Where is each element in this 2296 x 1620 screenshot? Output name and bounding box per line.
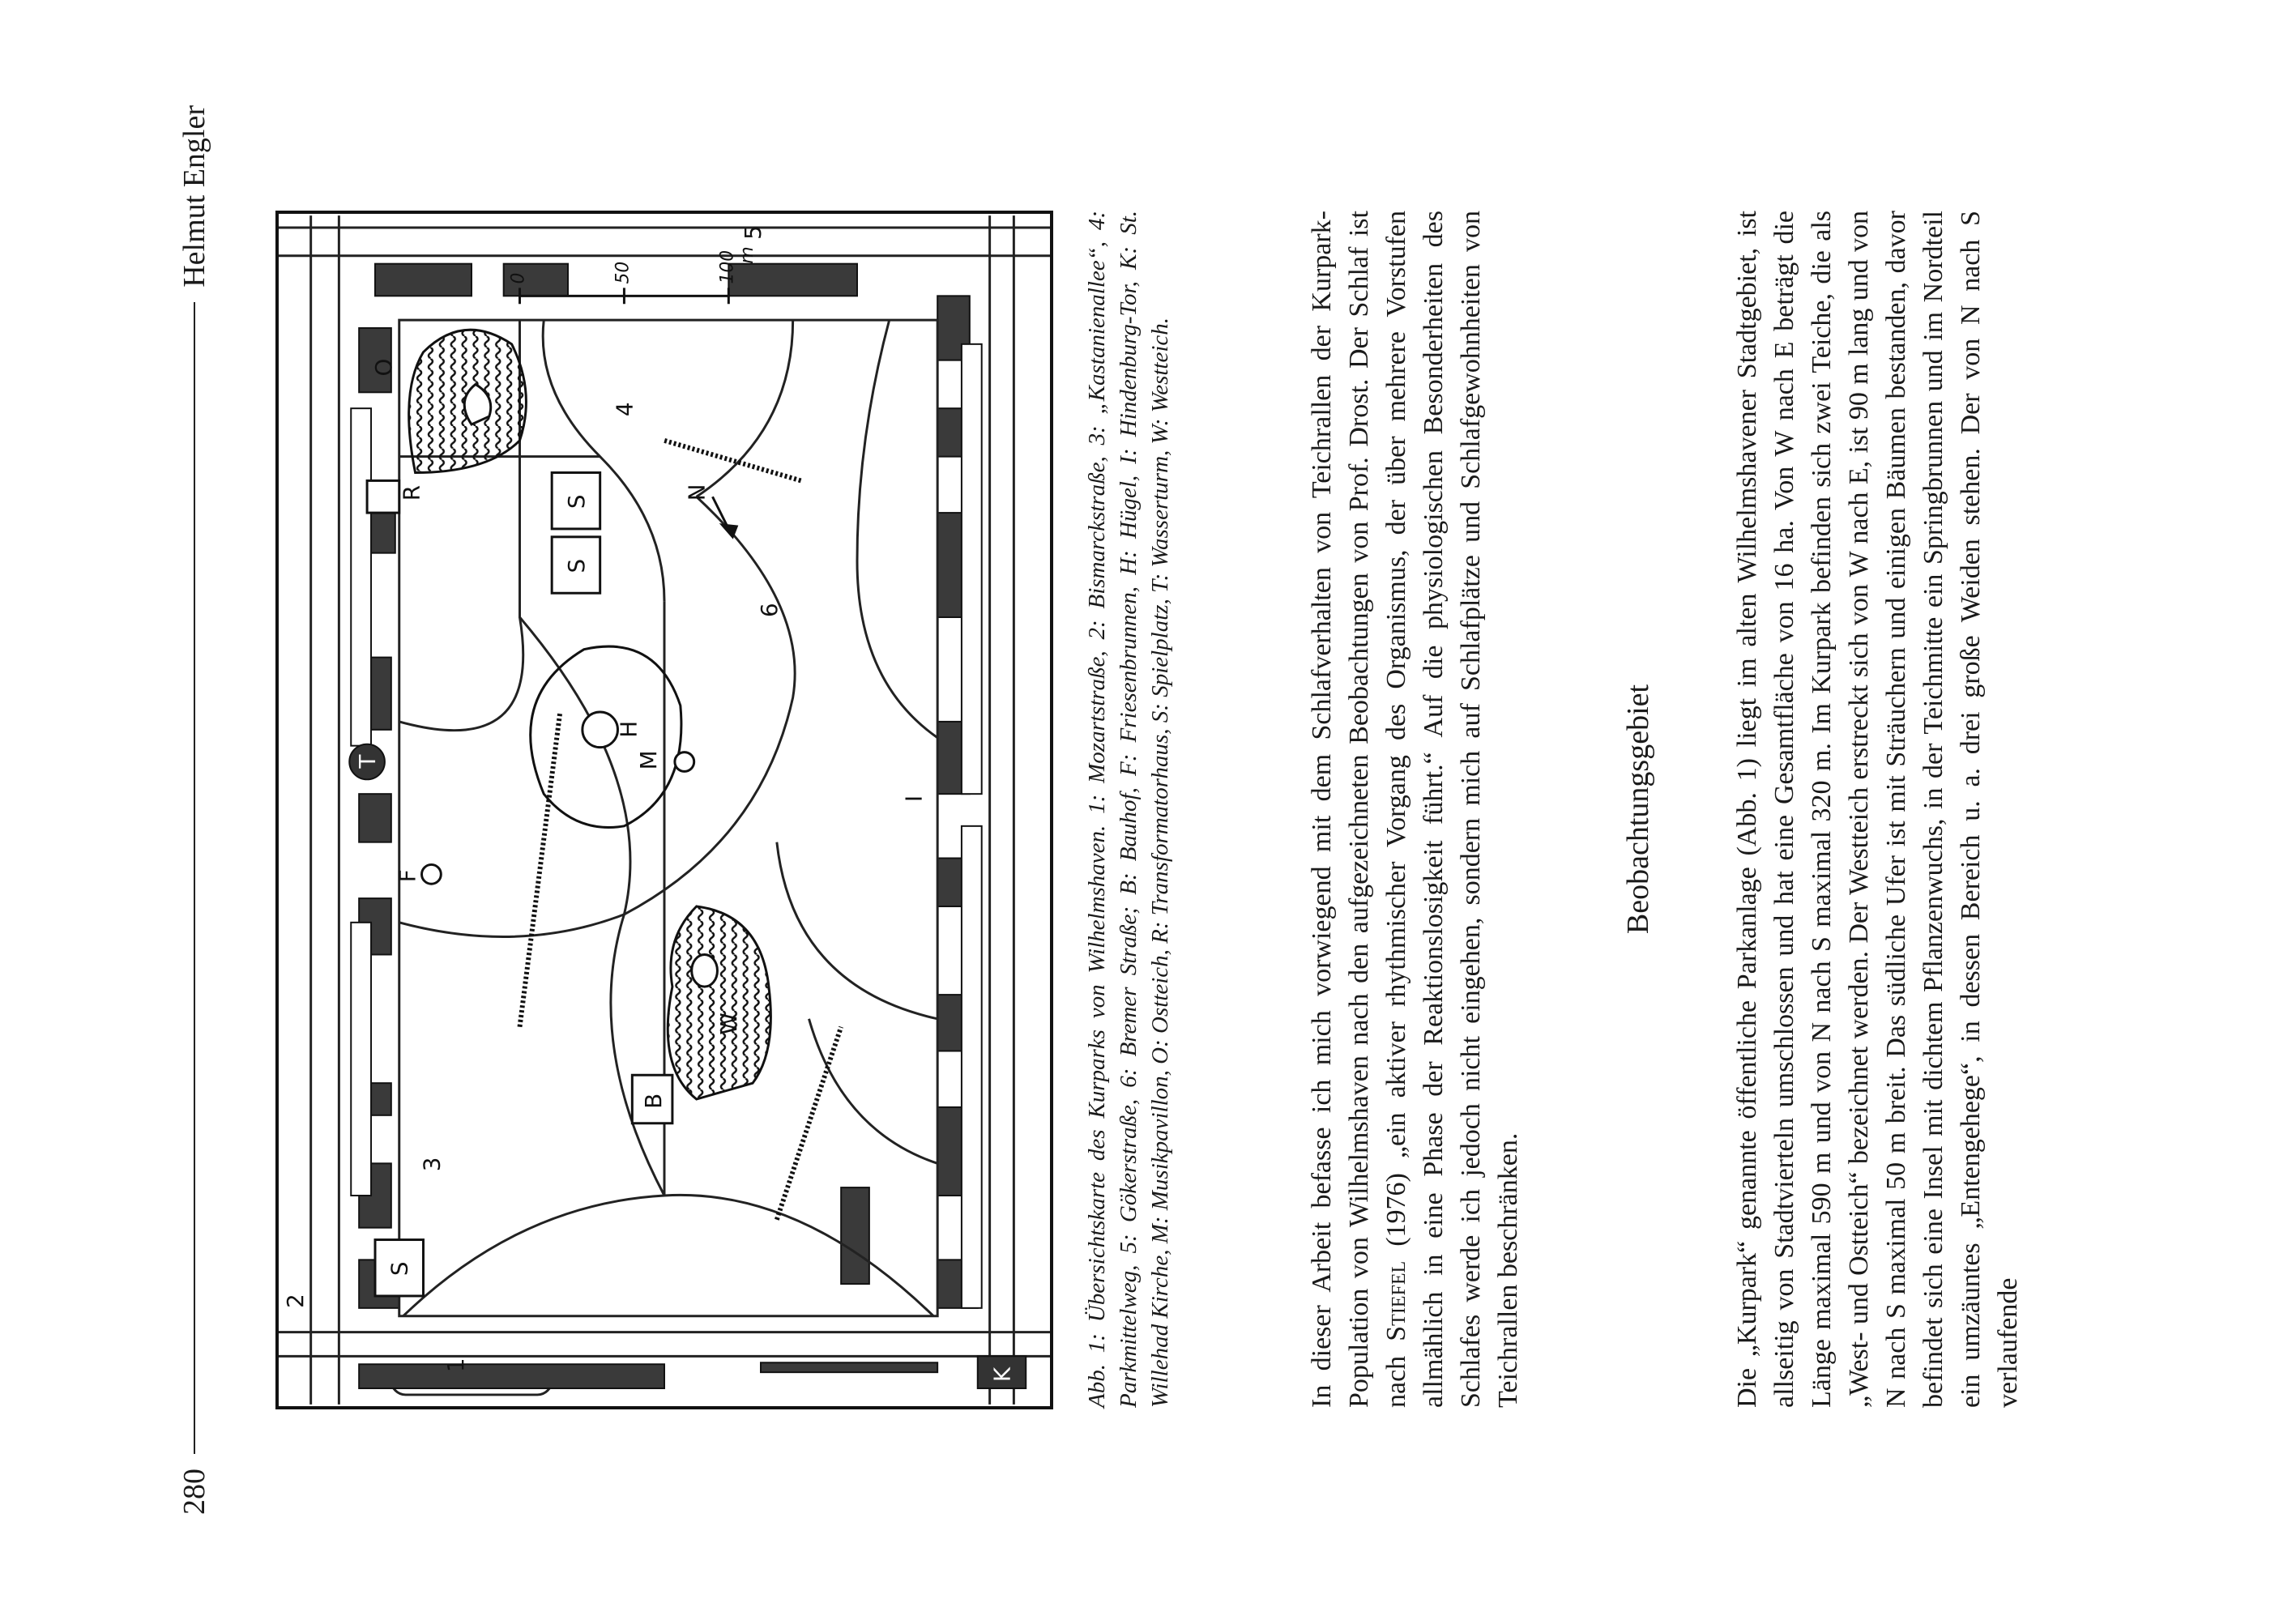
transformatorhaus <box>367 480 399 513</box>
header-rule <box>194 302 195 1454</box>
label-T: T <box>354 754 381 769</box>
running-header <box>170 105 219 1515</box>
westteich-pond <box>668 906 770 1099</box>
label-S-east-b: S <box>562 494 590 509</box>
park-paths <box>399 320 937 1316</box>
paragraph-study-area: Die „Kurpark“ genannte öffentliche Parkanlage (Abb. 1) liegt im alten Wilhelmshavener Stadtgebiet, ist allseitig von Stadtvierteln umschlossen und hat eine Gesamtfläche von 16 ha. Von W nach E beträgt die Länge maximal 590 m und von N nach S maximal 320 m. Im Kurpark befinden sich zwei Teiche, die als „West- und Ostteich“ bezeichnet werden. Der Westteich erstreckt sich von W nach E, ist 90 m lang und von N nach S maximal 50 m breit. Das südliche Ufer ist mit Sträuchern und einigen Bäumen bestanden, davor befindet sich eine Insel mit dichtem Pflanzenwuchs, in der Teichmitte ein Springbrunnen und im Nordteil ein umzäuntes „Entengehege“, in dessen Bereich u. a. drei große Weiden stehen. Der von N nach S verlaufende <box>1732 211 2023 1408</box>
label-street-5: 5 <box>740 225 766 240</box>
label-K: K <box>988 1366 1016 1383</box>
label-H: H <box>615 720 642 738</box>
label-street-4: 4 <box>611 402 638 417</box>
label-street-2: 2 <box>281 1294 309 1308</box>
scale-unit: m <box>737 246 758 264</box>
label-S-east-a: S <box>562 558 590 573</box>
paragraph-intro <box>1304 211 1527 1408</box>
paragraph-intro-part1: In dieser Arbeit befasse ich mich vorwiegend mit dem Schlafverhalten von Teichrallen der Kurpark-Population von Wilhelmshaven nach den aufgezeichneten Beobachtungen von Prof. Drost. Der Schlaf ist nach <box>1307 211 1411 1408</box>
label-street-6: 6 <box>755 603 783 617</box>
scale-0: 0 <box>508 272 529 284</box>
musikpavillon <box>675 752 694 772</box>
park-map <box>279 214 1050 1406</box>
building-outlines <box>351 344 981 1308</box>
author-citation: Stiefel <box>1381 1260 1411 1341</box>
label-street-3: 3 <box>418 1157 446 1172</box>
label-I: I <box>900 795 928 803</box>
author-name: Helmut Engler <box>177 105 211 288</box>
figure-caption: Abb. 1: Übersichtskarte des Kurparks von Wilhelmshaven. 1: Mozartstraße, 2: Bismarckstraße, 3: „Kastanienallee“, 4: Parkmittelweg, 5: Gökerstraße, 6: Bremer Straße; B: Bauhof, F: Friesenbrunnen, H: Hügel, I: Hindenburg-Tor, K: St. Willehad Kirche, M: Musikpavillon, O: Ostteich, R: Transformatorhaus, S: Spielplatz, T: Wasserturm, W: Westteich. <box>1084 211 1173 1408</box>
scale-100: 100 <box>717 249 738 284</box>
label-N: N <box>683 484 711 501</box>
friesenbrunnen <box>422 864 442 884</box>
label-S-west: S <box>386 1261 413 1277</box>
scale-50: 50 <box>612 261 634 284</box>
westteich-island <box>692 955 718 987</box>
page-number: 280 <box>177 1469 211 1515</box>
label-B: B <box>640 1093 668 1109</box>
huegel-top <box>583 712 618 748</box>
label-R: R <box>398 484 425 501</box>
paragraph-intro-part2: (1976) „ein aktiver rhythmischer Vorgang des Organismus, der über mehrere Vorstufen allmählich in eine Phase der Reaktionslosigkeit führt.“ Auf die physiologischen Besonderheiten des Schlafes werde ich jedoch nicht eingehen, sondern mich auf Schlafplätze und Schlafgewohnheiten von Teichrallen beschränken. <box>1381 211 1523 1408</box>
park-map-figure <box>275 211 1053 1409</box>
label-M: M <box>635 750 663 770</box>
label-W: W <box>715 1013 743 1035</box>
section-heading: Beobachtungsgebiet <box>1621 684 1655 935</box>
label-F: F <box>394 869 421 883</box>
label-O: O <box>369 358 397 377</box>
label-street-1: 1 <box>442 1358 470 1373</box>
